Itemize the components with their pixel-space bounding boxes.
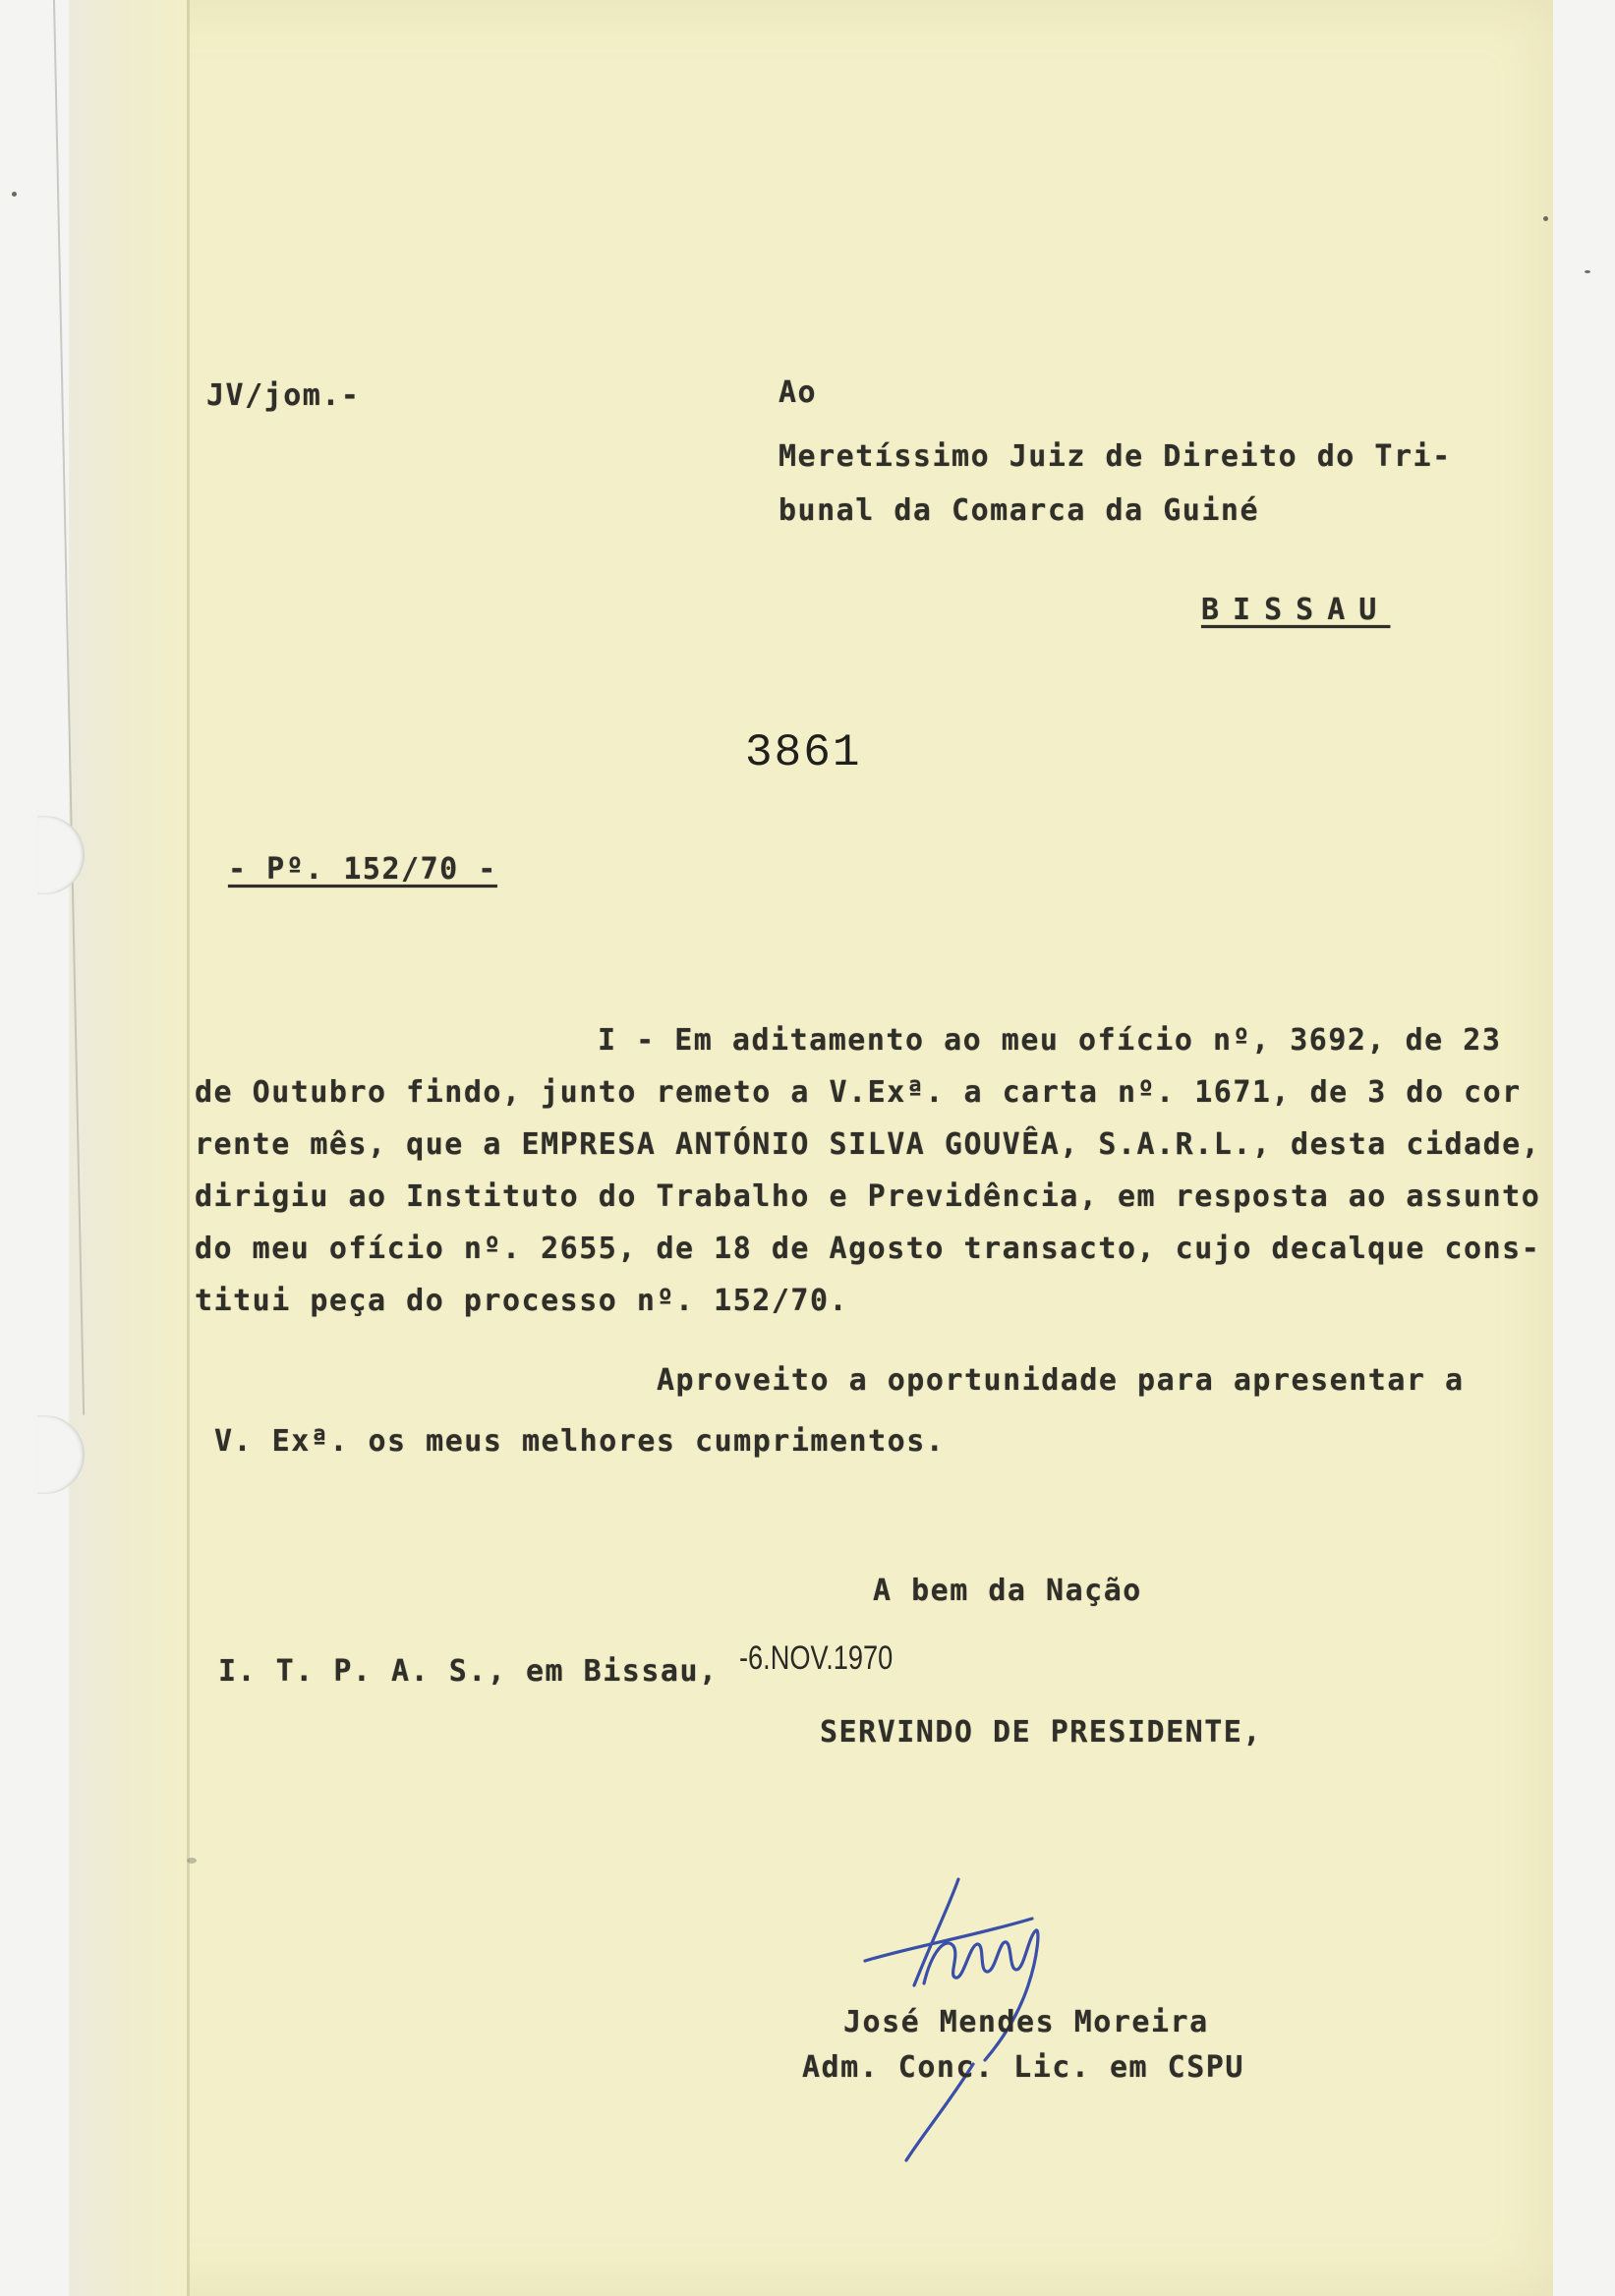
addressee-line-1: Meretíssimo Juiz de Direito do Tri- [779, 439, 1452, 474]
issuing-place: I. T. P. A. S., em Bissau, [218, 1654, 719, 1689]
process-reference: - Pº. 152/70 - [228, 852, 497, 887]
paper-speck [1585, 270, 1590, 273]
addressee-line-2: bunal da Comarca da Guiné [779, 493, 1260, 528]
body-line-3: rente mês, que a EMPRESA ANTÓNIO SILVA GOUVÊA, S.A.R.L., desta cidade, [195, 1127, 1541, 1162]
valediction: A bem da Nação [873, 1574, 1142, 1608]
paper-speck [187, 1858, 197, 1864]
closing-line-2: V. Exª. os meus melhores cumprimentos. [214, 1424, 946, 1459]
body-line-6: titui peça do processo nº. 152/70. [195, 1284, 849, 1318]
signatory-name: José Mendes Moreira [843, 2005, 1209, 2039]
body-line-2: de Outubro findo, junto remeto a V.Exª. a carta nº. 1671, de 3 do cor [195, 1075, 1522, 1110]
paper-speck [12, 192, 17, 197]
paper-edge-shading [69, 0, 187, 2296]
date-stamp: -6.NOV.1970 [739, 1639, 894, 1677]
body-line-1: I - Em aditamento ao meu ofício nº, 3692, de 23 [598, 1023, 1502, 1058]
reference-code: JV/jom.- [206, 378, 361, 413]
addressee-salutation: Ao [779, 375, 818, 410]
addressee-city: BISSAU [1201, 593, 1391, 627]
signer-role: SERVINDO DE PRESIDENTE, [820, 1715, 1262, 1750]
body-line-4: dirigiu ao Instituto do Trabalho e Previdência, em resposta ao assunto [195, 1179, 1541, 1214]
paper-speck [1543, 216, 1548, 221]
document-number: 3861 [745, 727, 862, 778]
body-line-5: do meu ofício nº. 2655, de 18 de Agosto transacto, cujo decalque cons- [195, 1232, 1541, 1266]
paper-crease [187, 0, 190, 2296]
signatory-title: Adm. Conc. Lic. em CSPU [802, 2050, 1244, 2085]
closing-line-1: Aproveito a oportunidade para apresentar a [657, 1363, 1465, 1398]
